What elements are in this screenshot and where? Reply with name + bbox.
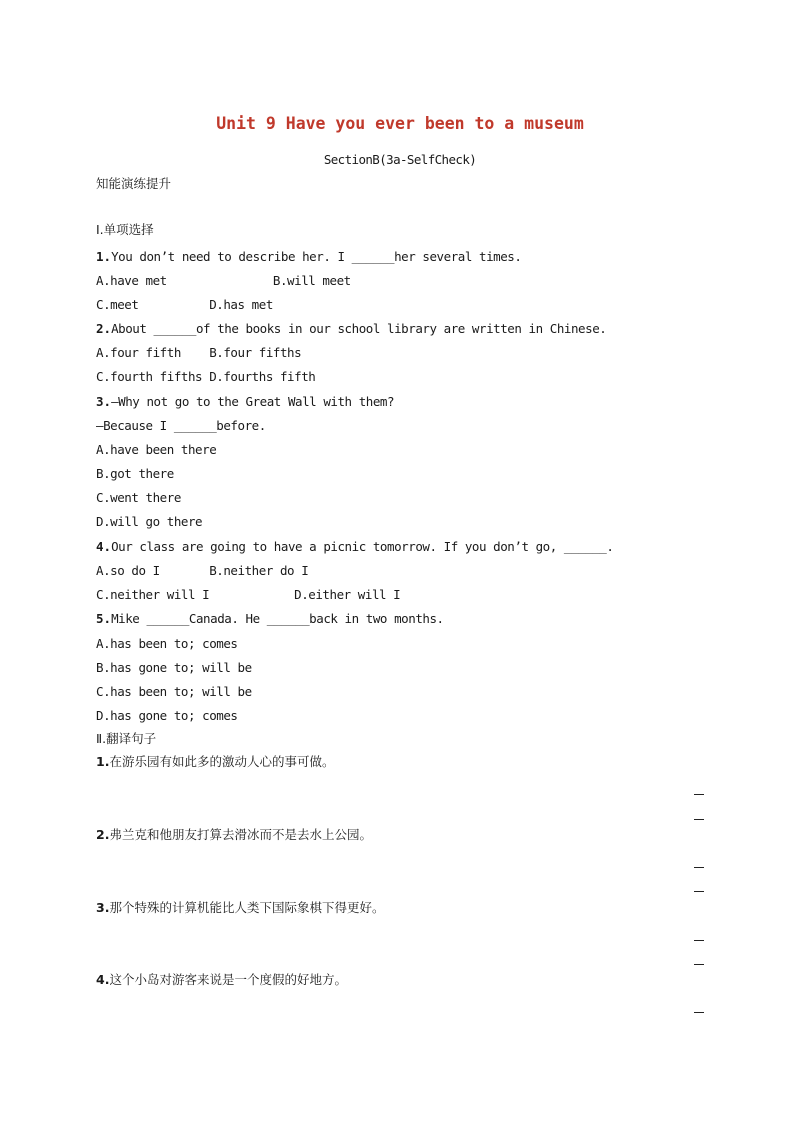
item-number: 3. — [96, 900, 110, 915]
item-text: 那个特殊的计算机能比人类下国际象棋下得更好。 — [109, 900, 385, 915]
item-text: 弗兰克和他朋友打算去滑冰而不是去水上公园。 — [109, 827, 372, 842]
item-number: 1. — [96, 754, 110, 769]
question-3-option-c: C.went there — [96, 490, 181, 505]
translation-item-1 — [96, 754, 334, 770]
item-text: 在游乐园有如此多的激动人心的事可做。 — [109, 754, 335, 769]
question-5-option-d: D.has gone to; comes — [96, 708, 238, 723]
question-5-option-c: C.has been to; will be — [96, 684, 252, 699]
question-3-reply: —Because I ______before. — [96, 418, 266, 433]
translation-item-4 — [96, 972, 347, 988]
question-1 — [96, 249, 521, 265]
answer-line[interactable] — [694, 794, 704, 795]
answer-line[interactable] — [694, 819, 704, 820]
question-text: You don’t need to describe her. I ______her several times. — [111, 249, 522, 264]
answer-line[interactable] — [694, 964, 704, 965]
question-4-options-row-2: C.neither will I D.either will I — [96, 587, 401, 602]
section1-heading: Ⅰ.单项选择 — [96, 222, 154, 237]
question-5-option-b: B.has gone to; will be — [96, 660, 252, 675]
tagline: 知能演练提升 — [96, 176, 172, 191]
translation-item-2 — [96, 827, 372, 843]
answer-line[interactable] — [694, 867, 704, 868]
question-1-options-row-1: A.have met B.will meet — [96, 273, 351, 288]
question-number: 4. — [96, 539, 112, 554]
question-4 — [96, 539, 613, 555]
question-3-option-a: A.have been there — [96, 442, 217, 457]
answer-line[interactable] — [694, 940, 704, 941]
question-5-option-a: A.has been to; comes — [96, 636, 238, 651]
item-number: 2. — [96, 827, 110, 842]
question-2-options-row-2: C.fourth fifths D.fourths fifth — [96, 369, 316, 384]
question-text: About ______of the books in our school library are written in Chinese. — [111, 321, 607, 336]
section-subtitle: SectionB(3a-SelfCheck) — [323, 152, 477, 167]
question-5 — [96, 611, 444, 627]
question-text: Our class are going to have a picnic tomorrow. If you don’t go, ______. — [111, 539, 614, 554]
item-number: 4. — [96, 972, 110, 987]
item-text: 这个小岛对游客来说是一个度假的好地方。 — [109, 972, 347, 987]
question-text: —Why not go to the Great Wall with them? — [111, 394, 395, 409]
page-title: Unit 9 Have you ever been to a museum — [216, 114, 584, 133]
question-number: 3. — [96, 394, 112, 409]
question-2-options-row-1: A.four fifth B.four fifths — [96, 345, 302, 360]
question-text: Mike ______Canada. He ______back in two months. — [111, 611, 444, 626]
question-3-option-b: B.got there — [96, 466, 174, 481]
answer-line[interactable] — [694, 891, 704, 892]
translation-item-3 — [96, 900, 384, 916]
question-2 — [96, 321, 606, 337]
question-1-options-row-2: C.meet D.has met — [96, 297, 273, 312]
question-number: 5. — [96, 611, 112, 626]
section2-heading: Ⅱ.翻译句子 — [96, 731, 157, 746]
question-4-options-row-1: A.so do I B.neither do I — [96, 563, 309, 578]
question-3 — [96, 394, 394, 410]
answer-line[interactable] — [694, 1012, 704, 1013]
question-number: 2. — [96, 321, 112, 336]
question-3-option-d: D.will go there — [96, 514, 203, 529]
question-number: 1. — [96, 249, 112, 264]
